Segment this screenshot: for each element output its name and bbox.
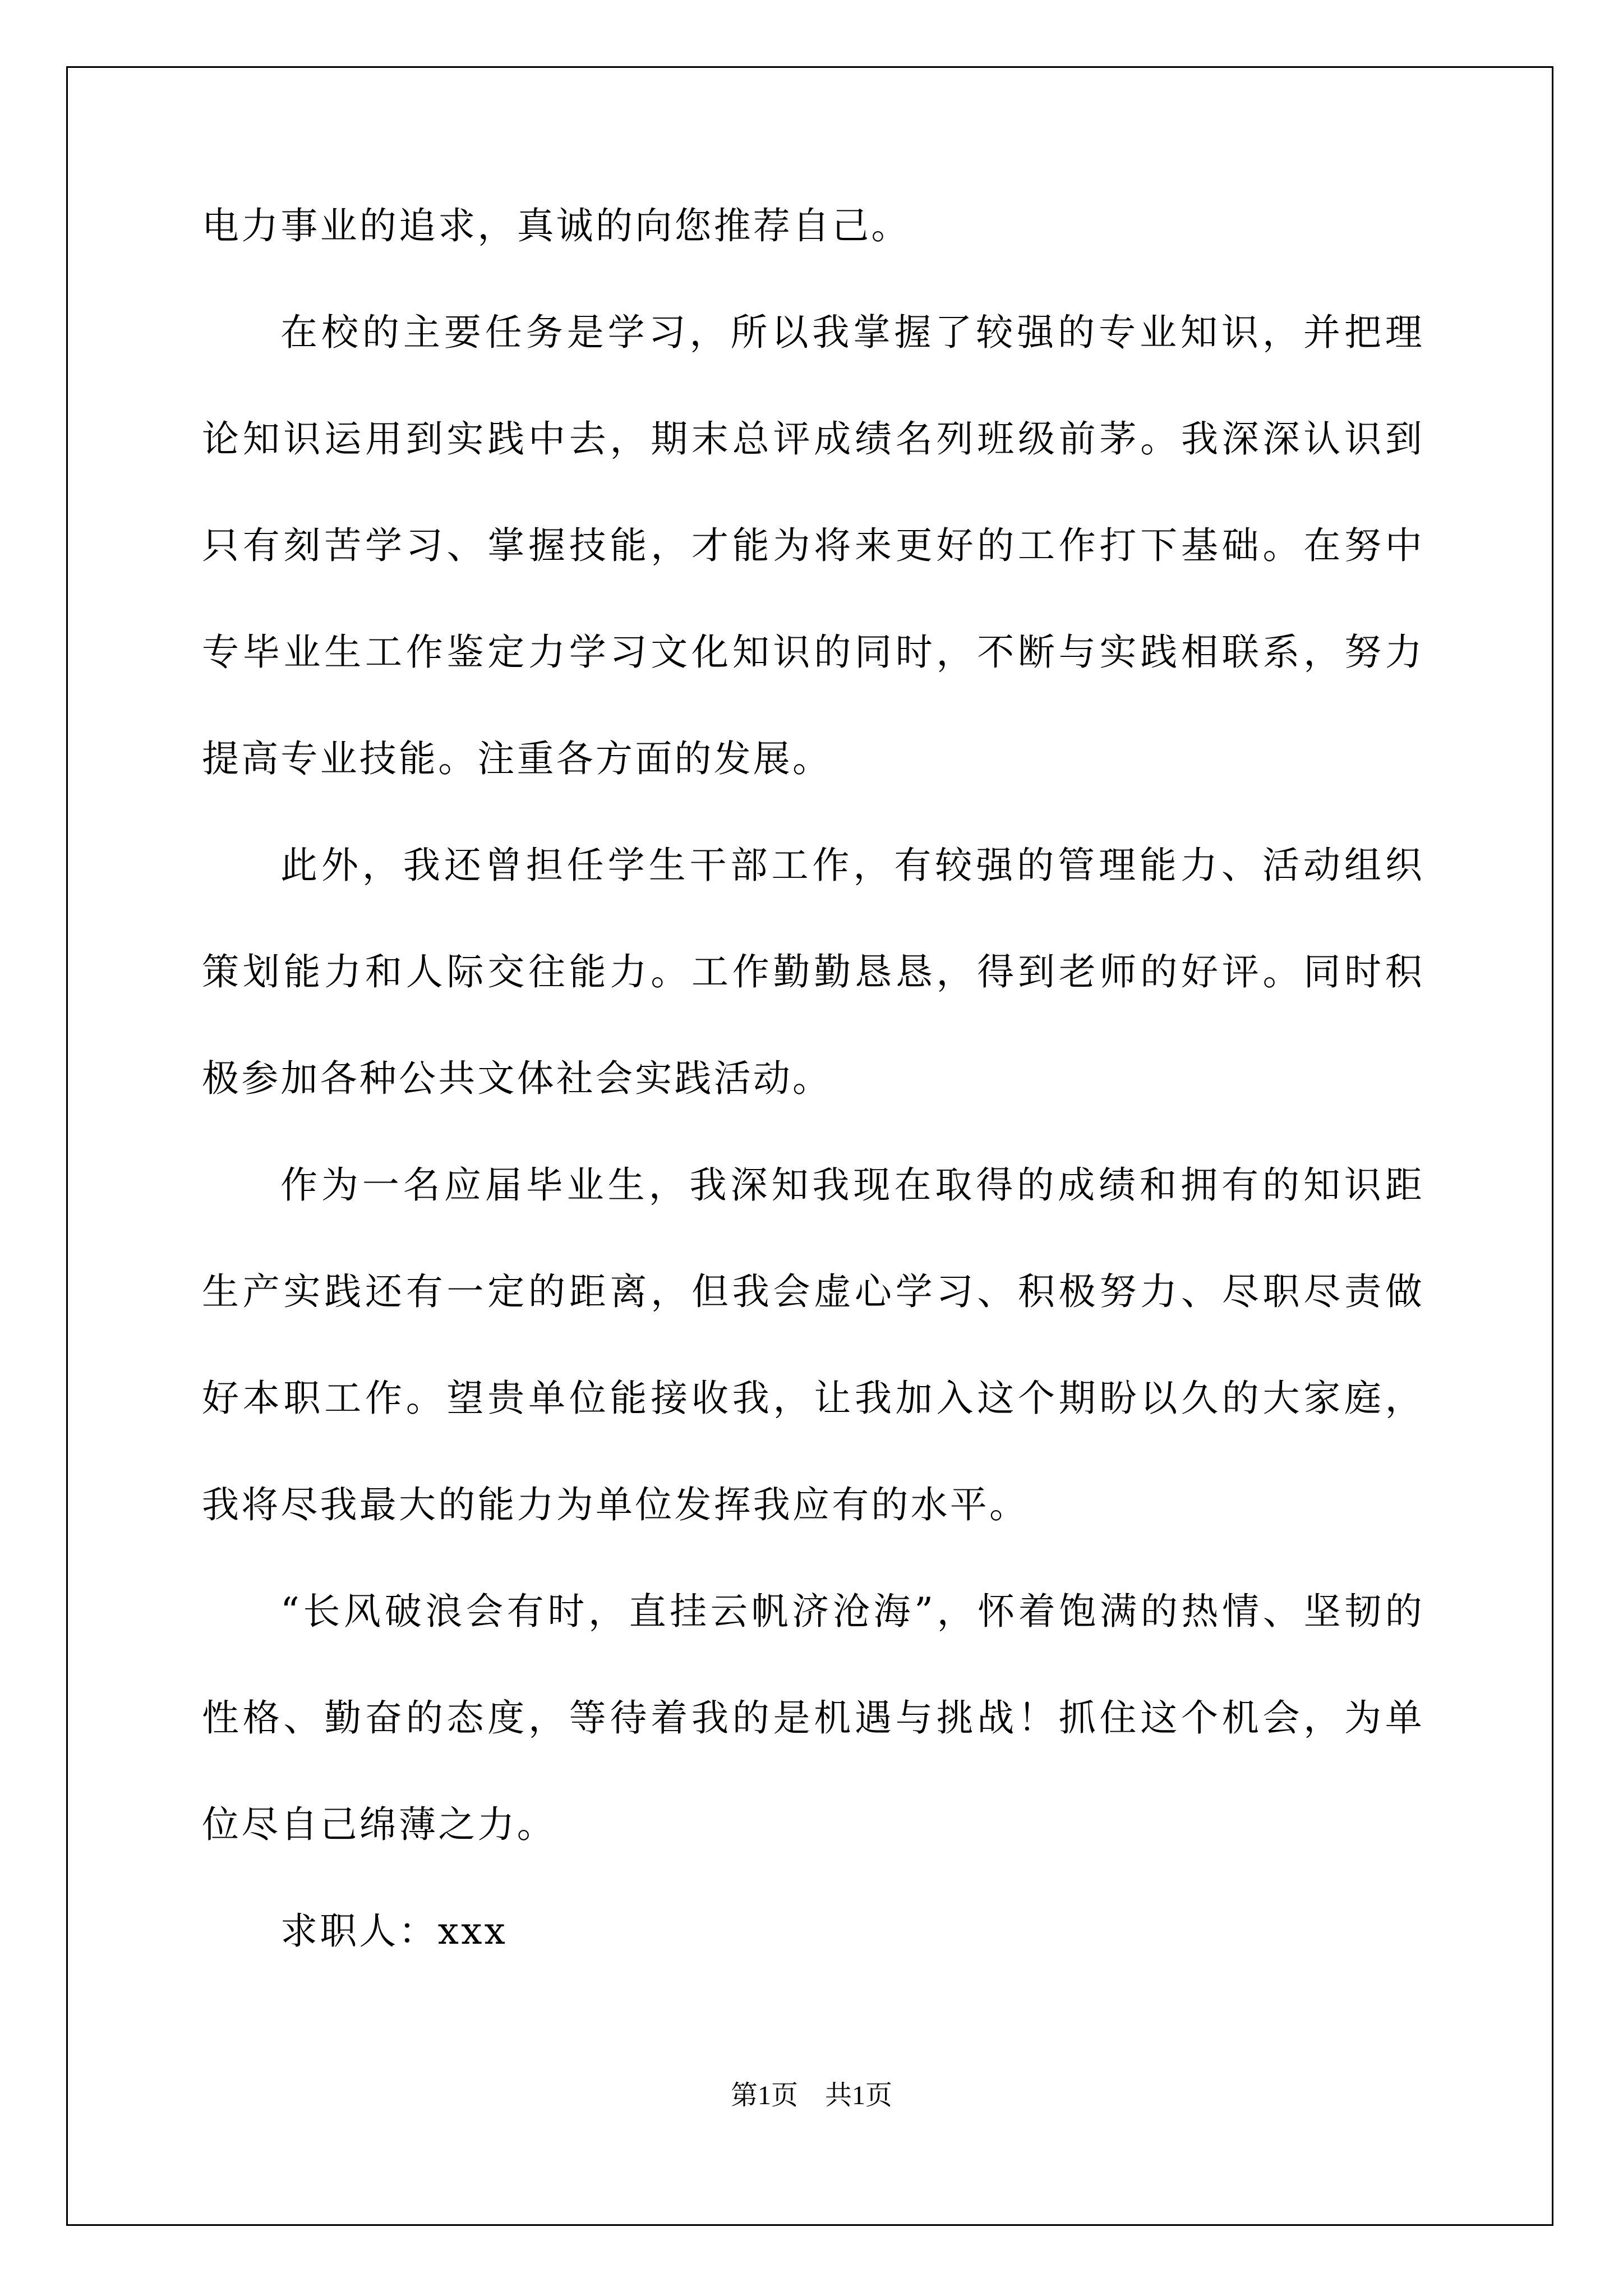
body-line: “长风破浪会有时，直挂云帆济沧海”，怀着饱满的热情、坚韧的 [280, 1590, 1424, 1633]
body-line: 我将尽我最大的能力为单位发挥我应有的水平。 [202, 1483, 1029, 1526]
body-line: 专毕业生工作鉴定力学习文化知识的同时，不断与实践相联系，努力 [202, 631, 1424, 674]
applicant-signature: 求职人：xxx [280, 1910, 508, 1953]
page-footer [0, 2082, 1623, 2109]
body-line: 极参加各种公共文体社会实践活动。 [202, 1057, 832, 1100]
body-line: 作为一名应届毕业生，我深知我现在取得的成绩和拥有的知识距 [280, 1163, 1424, 1207]
body-line: 在校的主要任务是学习，所以我掌握了较强的专业知识，并把理 [280, 311, 1424, 354]
body-line: 位尽自己绵薄之力。 [202, 1803, 556, 1846]
body-line: 生产实践还有一定的距离，但我会虚心学习、积极努力、尽职尽责做 [202, 1270, 1424, 1313]
body-line: 电力事业的追求，真诚的向您推荐自己。 [202, 204, 911, 247]
page-number-total: 共1页 [825, 2081, 893, 2110]
body-line: 只有刻苦学习、掌握技能，才能为将来更好的工作打下基础。在努中 [202, 524, 1424, 567]
page-number-current: 第1页 [730, 2081, 798, 2110]
body-line: 策划能力和人际交往能力。工作勤勤恳恳，得到老师的好评。同时积 [202, 950, 1424, 993]
body-line: 性格、勤奋的态度，等待着我的是机遇与挑战！抓住这个机会，为单 [202, 1696, 1424, 1740]
body-line: 好本职工作。望贵单位能接收我，让我加入这个期盼以久的大家庭， [202, 1377, 1424, 1420]
body-line: 此外，我还曾担任学生干部工作，有较强的管理能力、活动组织 [280, 844, 1424, 887]
letter-body [202, 204, 1424, 2019]
body-line: 提高专业技能。注重各方面的发展。 [202, 737, 832, 780]
body-line: 论知识运用到实践中去，期末总评成绩名列班级前茅。我深深认识到 [202, 417, 1424, 461]
